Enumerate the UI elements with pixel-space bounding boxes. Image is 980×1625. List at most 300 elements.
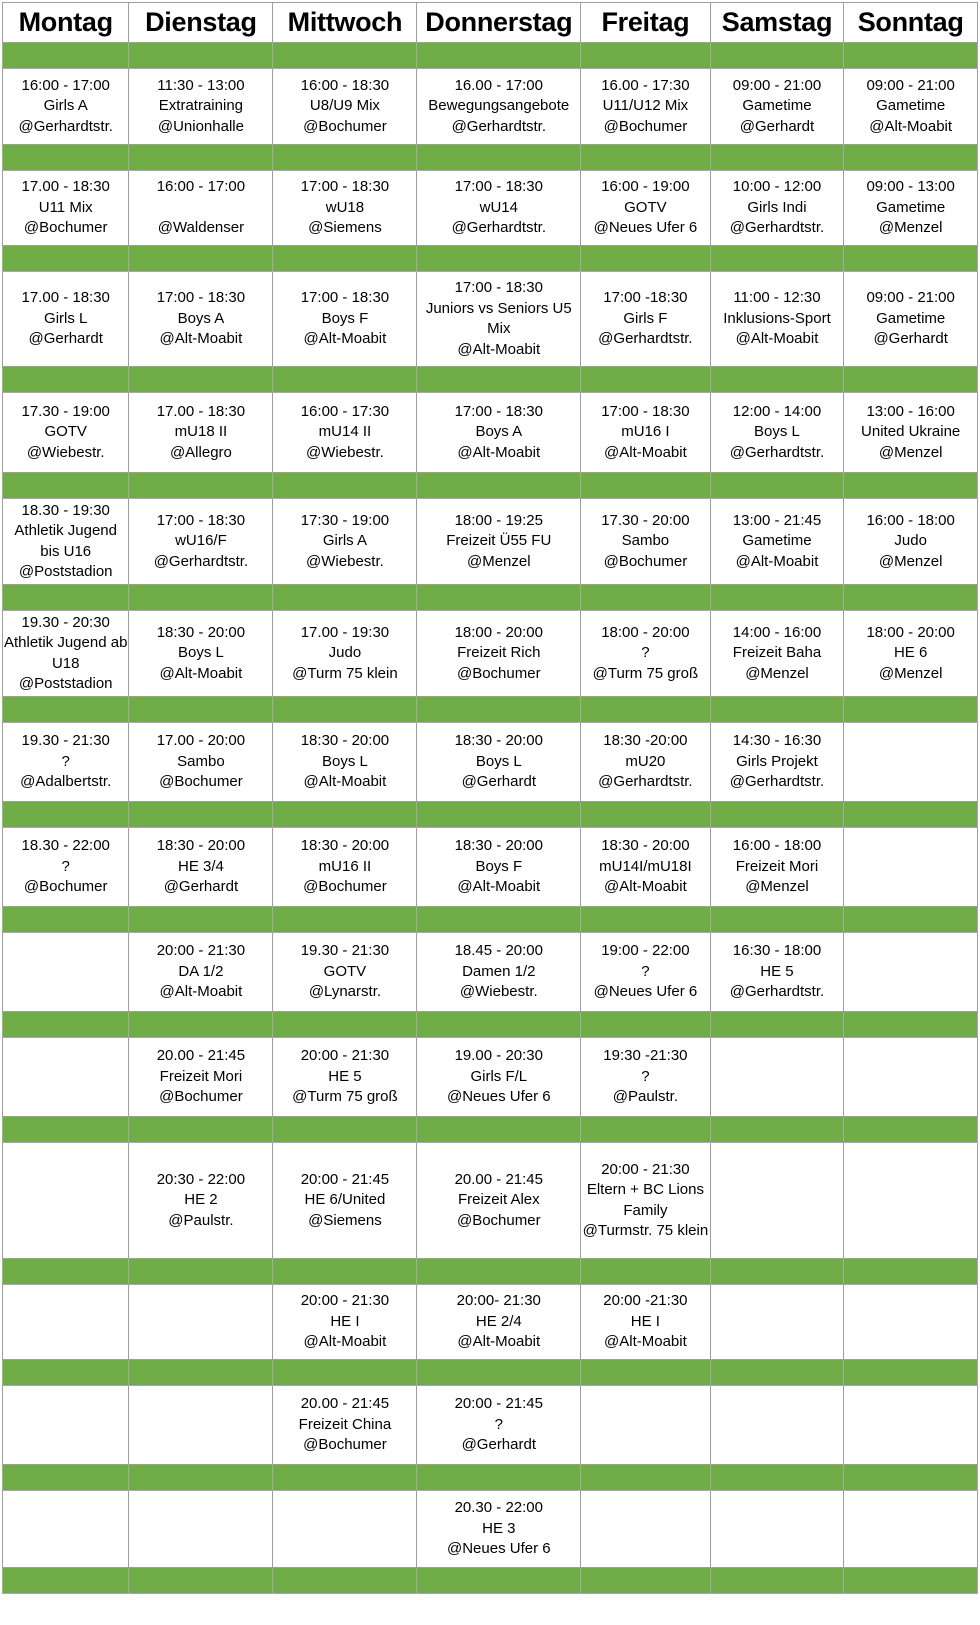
- session-group: Gametime: [876, 309, 946, 327]
- session-location: @Gerhardtstr.: [729, 983, 825, 1001]
- session-cell: [844, 69, 978, 145]
- session-cell: [129, 1143, 273, 1259]
- session-cell: [417, 1038, 581, 1117]
- session-cell: [3, 272, 129, 367]
- session-group: Freizeit Ü55 FU: [446, 532, 552, 550]
- separator-cell: [417, 907, 581, 933]
- session-cell: [129, 1038, 273, 1117]
- session-cell: [273, 69, 417, 145]
- empty-cell: [129, 1285, 273, 1360]
- separator-cell: [581, 1117, 711, 1143]
- separator-cell: [3, 145, 129, 171]
- separator-cell: [417, 585, 581, 611]
- separator-cell: [710, 1117, 844, 1143]
- separator-cell: [581, 367, 711, 393]
- separator-row: [3, 367, 978, 393]
- session-group: Sambo: [177, 752, 225, 770]
- session-location: @Gerhardt: [461, 1436, 536, 1454]
- session-location: @Allegro: [169, 443, 232, 461]
- session-group: Girls A: [322, 532, 368, 550]
- session-group: Boys A: [177, 309, 225, 327]
- separator-cell: [710, 1259, 844, 1285]
- session-time: 20:00 - 21:30: [156, 942, 246, 960]
- session-location: @Wiebestr.: [306, 443, 384, 461]
- session-group: mU16 II: [318, 857, 372, 875]
- session-location: @Wiebestr.: [306, 552, 384, 570]
- session-time: 17.00 - 18:30: [21, 289, 110, 307]
- session-time: 10:00 - 12:00: [732, 178, 822, 196]
- session-location: @Neues Ufer 6: [593, 983, 698, 1001]
- empty-cell: [710, 1143, 844, 1259]
- separator-cell: [710, 145, 844, 171]
- session-location: @Neues Ufer 6: [446, 1088, 551, 1106]
- session-time: 14:30 - 16:30: [732, 732, 822, 750]
- session-time: 18.45 - 20:00: [454, 942, 543, 960]
- session-group: Boys L: [754, 423, 800, 441]
- session-group: DA 1/2: [178, 962, 224, 980]
- session-time: 20:30 - 22:00: [156, 1170, 246, 1188]
- session-group: HE 6: [893, 644, 928, 662]
- session-group: Freizeit Alex: [457, 1191, 540, 1209]
- session-time: 17.30 - 19:00: [21, 402, 110, 420]
- day-header-row: [3, 3, 978, 43]
- separator-cell: [844, 1117, 978, 1143]
- session-time: 18:30 - 20:00: [156, 837, 246, 855]
- session-location: @Neues Ufer 6: [446, 1540, 551, 1558]
- session-location: @Alt-Moabit: [303, 330, 387, 348]
- session-cell: [273, 1386, 417, 1465]
- session-cell: [581, 611, 711, 697]
- session-location: @Alt-Moabit: [159, 983, 243, 1001]
- empty-cell: [844, 1285, 978, 1360]
- separator-cell: [273, 1568, 417, 1594]
- session-cell: [581, 933, 711, 1012]
- schedule-row: [3, 828, 978, 907]
- session-time: 18:30 - 20:00: [601, 837, 690, 855]
- session-cell: [3, 723, 129, 802]
- session-location: @Turm 75 klein: [292, 664, 398, 682]
- session-group: Boys F: [475, 857, 523, 875]
- session-time: 18:00 - 20:00: [601, 623, 690, 641]
- session-group: HE 6/United: [304, 1191, 386, 1209]
- session-group: ?: [61, 857, 70, 875]
- session-location: @Bochumer: [603, 117, 688, 135]
- session-group: Damen 1/2: [462, 962, 536, 980]
- session-cell: [273, 393, 417, 473]
- schedule-row: [3, 1038, 978, 1117]
- session-location: @Gerhardtstr.: [598, 773, 693, 791]
- separator-cell: [710, 802, 844, 828]
- separator-cell: [129, 246, 273, 272]
- session-time: 11:30 - 13:00: [157, 76, 245, 94]
- session-location: @Bochumer: [456, 1211, 541, 1229]
- session-time: 18:00 - 20:00: [866, 623, 955, 641]
- session-cell: [417, 828, 581, 907]
- session-group: ?: [641, 644, 650, 662]
- session-cell: [129, 611, 273, 697]
- separator-cell: [3, 1117, 129, 1143]
- session-cell: [710, 499, 844, 585]
- session-group: Extratraining: [158, 97, 244, 115]
- session-group: mU16 I: [621, 423, 670, 441]
- session-time: 14:00 - 16:00: [732, 623, 822, 641]
- session-location: @Alt-Moabit: [735, 552, 819, 570]
- empty-cell: [3, 1038, 129, 1117]
- schedule-row: [3, 272, 978, 367]
- session-location: @Turm 75 groß: [592, 664, 699, 682]
- separator-cell: [844, 1465, 978, 1491]
- session-group: U11 Mix: [38, 198, 93, 216]
- session-location: @Wiebestr.: [459, 983, 538, 1001]
- session-group: Girls A: [43, 97, 88, 115]
- session-location: @Alt-Moabit: [604, 878, 687, 896]
- session-cell: [581, 69, 711, 145]
- session-cell: [417, 393, 581, 473]
- session-cell: [273, 499, 417, 585]
- separator-cell: [129, 697, 273, 723]
- session-cell: [417, 171, 581, 246]
- session-location: @Alt-Moabit: [457, 340, 541, 358]
- session-location: @Alt-Moabit: [869, 117, 953, 135]
- session-time: 18:00 - 19:25: [454, 511, 543, 529]
- session-time: 16:00 - 17:00: [21, 76, 110, 94]
- separator-row: [3, 1117, 978, 1143]
- session-group: Gametime: [876, 97, 946, 115]
- session-cell: [273, 933, 417, 1012]
- session-location: @Alt-Moabit: [604, 443, 687, 461]
- session-location: @Bochumer: [456, 664, 541, 682]
- session-cell: [129, 393, 273, 473]
- empty-cell: [844, 1491, 978, 1568]
- empty-cell: [273, 1491, 417, 1568]
- separator-cell: [273, 1465, 417, 1491]
- separator-row: [3, 145, 978, 171]
- schedule-row: [3, 933, 978, 1012]
- separator-row: [3, 473, 978, 499]
- separator-cell: [3, 1465, 129, 1491]
- separator-cell: [129, 367, 273, 393]
- session-cell: [710, 723, 844, 802]
- separator-cell: [844, 585, 978, 611]
- session-time: 20.00 - 21:45: [454, 1170, 543, 1188]
- session-group: Sambo: [621, 532, 670, 550]
- day-header-mittwoch: Mittwoch: [273, 3, 417, 43]
- session-group: ?: [641, 1067, 650, 1085]
- session-location: @Bochumer: [159, 1088, 243, 1106]
- empty-cell: [710, 1491, 844, 1568]
- session-cell: [129, 499, 273, 585]
- session-group: HE 2/4: [475, 1312, 522, 1330]
- session-time: 16:00 - 17:30: [300, 402, 390, 420]
- session-location: @Bochumer: [23, 878, 108, 896]
- empty-cell: [844, 933, 978, 1012]
- schedule-row: [3, 1143, 978, 1259]
- session-location: @Bochumer: [23, 219, 108, 237]
- session-group: Freizeit Mori: [159, 1067, 243, 1085]
- separator-cell: [129, 1012, 273, 1038]
- session-time: 11:00 - 12:30: [733, 289, 821, 307]
- separator-cell: [417, 246, 581, 272]
- separator-cell: [417, 697, 581, 723]
- separator-cell: [581, 1568, 711, 1594]
- separator-cell: [417, 1259, 581, 1285]
- separator-cell: [844, 367, 978, 393]
- session-cell: [844, 171, 978, 246]
- session-time: 18.30 - 19:30: [21, 501, 110, 519]
- session-group: Gametime: [742, 97, 812, 115]
- separator-cell: [417, 473, 581, 499]
- separator-cell: [844, 473, 978, 499]
- session-time: 09:00 - 21:00: [866, 76, 955, 94]
- session-group: Inklusions-Sport: [723, 309, 831, 327]
- separator-cell: [417, 145, 581, 171]
- session-time: 16.00 - 17:00: [454, 76, 543, 94]
- session-cell: [3, 499, 129, 585]
- session-location: @Turm 75 groß: [292, 1088, 398, 1106]
- session-time: 16:00 - 18:00: [866, 511, 955, 529]
- separator-row: [3, 585, 978, 611]
- session-cell: [273, 171, 417, 246]
- separator-cell: [581, 907, 711, 933]
- session-group: GOTV: [323, 962, 367, 980]
- session-group: Judo: [894, 532, 927, 550]
- session-location: @Alt-Moabit: [457, 1333, 541, 1351]
- session-cell: [581, 393, 711, 473]
- session-location: @Alt-Moabit: [735, 330, 819, 348]
- session-location: @Gerhardtstr.: [451, 219, 546, 237]
- session-time: 20:00 - 21:45: [300, 1170, 390, 1188]
- session-group: Boys A: [475, 423, 523, 441]
- session-cell: [129, 171, 273, 246]
- session-group: mU20: [625, 752, 666, 770]
- session-group: Juniors vs Seniors U5 Mix: [425, 299, 572, 337]
- session-group: Freizeit Rich: [457, 644, 541, 662]
- separator-cell: [3, 697, 129, 723]
- separator-cell: [273, 1012, 417, 1038]
- session-cell: [129, 272, 273, 367]
- separator-cell: [417, 1360, 581, 1386]
- session-location: @Lynarstr.: [308, 983, 382, 1001]
- schedule-row: [3, 171, 978, 246]
- session-group: Girls Projekt: [736, 752, 818, 770]
- separator-cell: [273, 697, 417, 723]
- session-time: 20.30 - 22:00: [454, 1499, 543, 1517]
- session-location: @Bochumer: [303, 1436, 387, 1454]
- session-group: wU16/F: [175, 532, 227, 550]
- empty-cell: [129, 1386, 273, 1465]
- separator-cell: [129, 1360, 273, 1386]
- separator-cell: [273, 473, 417, 499]
- empty-cell: [581, 1386, 711, 1465]
- separator-row: [3, 697, 978, 723]
- session-location: @Alt-Moabit: [457, 443, 541, 461]
- session-location: @Alt-Moabit: [159, 664, 243, 682]
- day-header-dienstag: Dienstag: [129, 3, 273, 43]
- separator-cell: [844, 246, 978, 272]
- session-location: @Waldenser: [157, 219, 245, 237]
- session-location: @Siemens: [308, 219, 382, 237]
- separator-cell: [3, 473, 129, 499]
- session-location: @Turmstr. 75 klein: [582, 1222, 709, 1239]
- session-cell: [273, 1143, 417, 1259]
- session-cell: [710, 171, 844, 246]
- separator-cell: [273, 246, 417, 272]
- session-cell: [710, 393, 844, 473]
- separator-row: [3, 246, 978, 272]
- session-location: @Menzel: [878, 664, 943, 682]
- session-group: ?: [61, 752, 70, 770]
- day-header-freitag: Freitag: [581, 3, 711, 43]
- session-location: @Bochumer: [303, 117, 387, 135]
- session-location: @Gerhardtstr.: [729, 443, 825, 461]
- session-time: 20:00 - 21:30: [601, 1160, 690, 1178]
- session-time: 17.00 - 18:30: [21, 178, 110, 196]
- session-group: Girls L: [44, 309, 88, 327]
- session-location: @Gerhardt: [461, 773, 536, 791]
- session-group: Gametime: [742, 532, 812, 550]
- separator-cell: [129, 802, 273, 828]
- session-group: Athletik Jugend bis U16: [14, 522, 117, 560]
- session-group: Girls Indi: [747, 198, 807, 216]
- session-group: wU18: [325, 198, 365, 216]
- session-time: 17:00 - 18:30: [454, 402, 543, 420]
- separator-cell: [273, 43, 417, 69]
- separator-cell: [417, 802, 581, 828]
- separator-row: [3, 907, 978, 933]
- separator-cell: [273, 367, 417, 393]
- session-group: Freizeit China: [298, 1415, 392, 1433]
- separator-cell: [417, 1012, 581, 1038]
- empty-cell: [710, 1285, 844, 1360]
- session-cell: [581, 1285, 711, 1360]
- session-cell: [581, 1038, 711, 1117]
- separator-cell: [129, 1465, 273, 1491]
- separator-cell: [710, 1012, 844, 1038]
- session-group: mU14 II: [318, 423, 372, 441]
- session-time: 20:00 -21:30: [603, 1292, 688, 1310]
- session-location: @Alt-Moabit: [457, 878, 541, 896]
- separator-cell: [273, 1360, 417, 1386]
- session-time: 19.00 - 20:30: [454, 1047, 543, 1065]
- session-cell: [273, 611, 417, 697]
- schedule-table: [2, 2, 978, 1594]
- separator-cell: [710, 473, 844, 499]
- separator-cell: [581, 246, 711, 272]
- separator-cell: [273, 1259, 417, 1285]
- separator-cell: [3, 1568, 129, 1594]
- separator-row: [3, 1360, 978, 1386]
- session-time: 18.30 - 22:00: [21, 837, 110, 855]
- separator-cell: [581, 1465, 711, 1491]
- session-location: @Gerhardtstr.: [153, 552, 249, 570]
- session-group: Boys L: [475, 752, 522, 770]
- session-time: 17:00 - 18:30: [300, 289, 390, 307]
- session-location: @Alt-Moabit: [303, 1333, 387, 1351]
- session-cell: [273, 828, 417, 907]
- session-cell: [129, 933, 273, 1012]
- session-time: 13:00 - 21:45: [732, 511, 822, 529]
- session-time: 18:30 - 20:00: [454, 837, 543, 855]
- session-group: Gametime: [876, 198, 946, 216]
- separator-cell: [581, 1360, 711, 1386]
- schedule-row: [3, 499, 978, 585]
- session-group: Eltern + BC Lions Family: [586, 1181, 704, 1219]
- session-cell: [844, 611, 978, 697]
- session-group: Freizeit Baha: [732, 644, 822, 662]
- session-group: HE 5: [760, 962, 794, 980]
- session-group: Girls F/L: [470, 1067, 528, 1085]
- session-time: 20:00- 21:30: [456, 1292, 541, 1310]
- separator-cell: [710, 585, 844, 611]
- empty-cell: [710, 1038, 844, 1117]
- session-time: 17.00 - 19:30: [300, 623, 390, 641]
- separator-cell: [129, 1117, 273, 1143]
- session-group: Girls F: [623, 309, 668, 327]
- session-cell: [129, 69, 273, 145]
- session-cell: [273, 272, 417, 367]
- session-group: Boys L: [177, 644, 224, 662]
- day-header-samstag: Samstag: [710, 3, 844, 43]
- separator-cell: [129, 1259, 273, 1285]
- session-cell: [710, 933, 844, 1012]
- separator-cell: [844, 145, 978, 171]
- session-time: 17:00 - 18:30: [454, 279, 543, 296]
- separator-cell: [3, 1360, 129, 1386]
- session-time: 16:00 - 19:00: [601, 178, 690, 196]
- session-location: @Menzel: [878, 443, 943, 461]
- day-header-montag: Montag: [3, 3, 129, 43]
- session-time: 19.30 - 21:30: [21, 732, 110, 750]
- session-time: 20.00 - 21:45: [300, 1395, 390, 1413]
- separator-cell: [417, 1465, 581, 1491]
- separator-cell: [3, 1259, 129, 1285]
- separator-cell: [581, 43, 711, 69]
- separator-cell: [3, 367, 129, 393]
- session-time: 12:00 - 14:00: [732, 402, 822, 420]
- schedule-row: [3, 393, 978, 473]
- session-group: Judo: [328, 644, 362, 662]
- session-location: @Gerhardt: [28, 330, 103, 348]
- session-cell: [3, 393, 129, 473]
- session-group: HE 3/4: [177, 857, 224, 875]
- day-header-sonntag: Sonntag: [844, 3, 978, 43]
- session-location: @Poststadion: [18, 675, 113, 692]
- separator-cell: [273, 802, 417, 828]
- empty-cell: [3, 1143, 129, 1259]
- session-location: @Gerhardtstr.: [729, 773, 825, 791]
- session-group: ?: [641, 962, 650, 980]
- separator-cell: [3, 1012, 129, 1038]
- separator-row: [3, 1012, 978, 1038]
- session-group-empty: [129, 198, 272, 219]
- session-location: @Gerhardtstr.: [729, 219, 825, 237]
- session-time: 09:00 - 21:00: [866, 289, 955, 307]
- session-cell: [417, 1491, 581, 1568]
- separator-cell: [581, 697, 711, 723]
- separator-cell: [129, 473, 273, 499]
- session-group: GOTV: [624, 198, 667, 216]
- session-cell: [581, 1143, 711, 1259]
- session-time: 17:30 - 19:00: [300, 511, 390, 529]
- session-group: HE I: [630, 1312, 660, 1330]
- session-time: 17:00 - 18:30: [156, 511, 246, 529]
- separator-cell: [581, 1012, 711, 1038]
- session-cell: [417, 499, 581, 585]
- session-time: 20.00 - 21:45: [156, 1047, 246, 1065]
- session-time: 13:00 - 16:00: [866, 402, 955, 420]
- empty-cell: [844, 723, 978, 802]
- session-location: @Menzel: [878, 552, 943, 570]
